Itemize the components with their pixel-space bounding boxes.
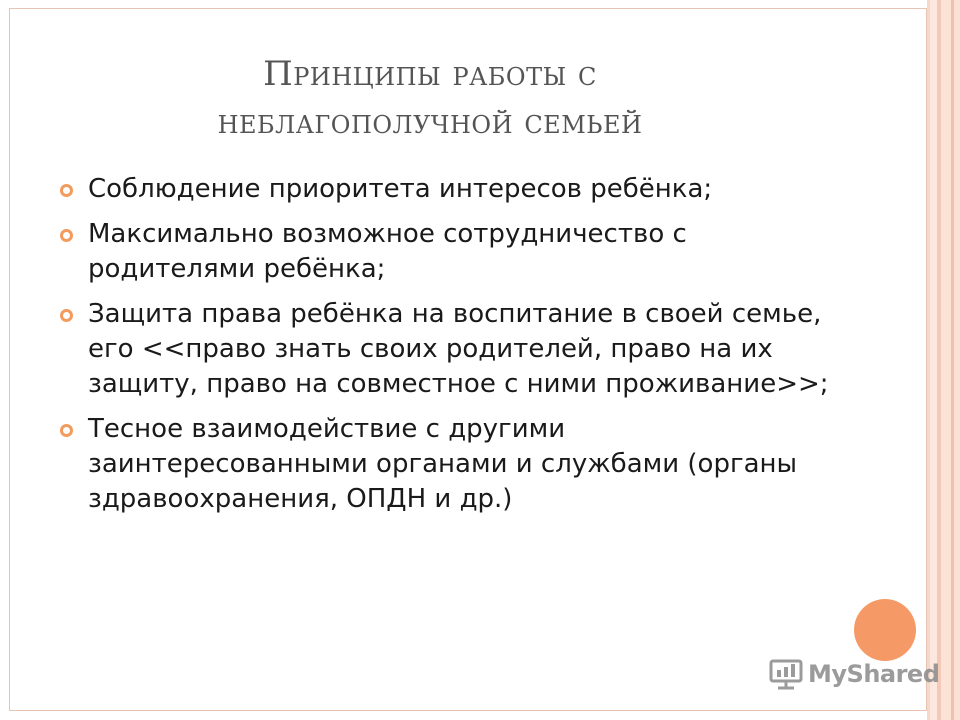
slide-title-line-1: Принципы работы с bbox=[263, 54, 597, 94]
bullet-item-3 bbox=[58, 297, 838, 402]
bullet-item-2 bbox=[58, 217, 838, 287]
bullet-ring-icon bbox=[60, 229, 73, 242]
bullet-text-1: Соблюдение приоритета интересов ребёнка; bbox=[88, 174, 713, 204]
bullet-item-4 bbox=[58, 412, 838, 517]
presentation-screen-icon bbox=[768, 658, 804, 690]
bullet-ring-icon bbox=[60, 424, 73, 437]
myshared-watermark bbox=[768, 656, 939, 692]
bullet-ring-icon bbox=[60, 309, 73, 322]
bullet-text-2: Максимально возможное сотрудничество с родителями ребёнка; bbox=[88, 219, 687, 284]
decorative-orange-circle bbox=[854, 599, 916, 661]
bullet-list bbox=[58, 172, 838, 527]
decorative-stripes bbox=[927, 0, 960, 720]
bullet-ring-icon bbox=[60, 184, 73, 197]
bullet-text-4: Тесное взаимодействие с другими заинтересованными органами и службами (органы здравоохранения, ОПДН и др.) bbox=[88, 414, 798, 514]
watermark-text: MyShared bbox=[808, 660, 940, 688]
slide-title-line-2: неблагополучной семьей bbox=[217, 102, 643, 142]
bullet-text-3: Защита права ребёнка на воспитание в своей семье, его <<право знать своих родителей, право на их защиту, право на совместное с ними проживание>>; bbox=[88, 299, 829, 399]
bullet-item-1 bbox=[58, 172, 838, 207]
